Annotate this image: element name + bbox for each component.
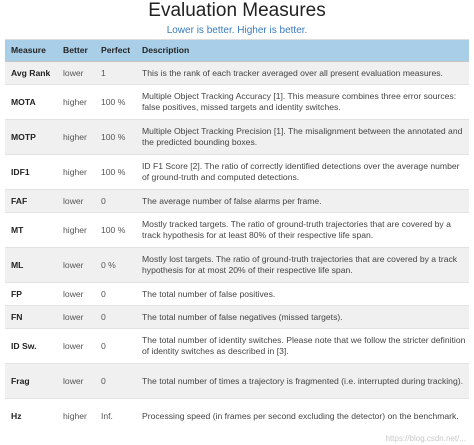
perfect-value: 100 % — [95, 155, 136, 190]
measure-description: Mostly tracked targets. The ratio of ground-truth trajectories that are covered by a track hypothesis for at least 80% of their respective life span. — [136, 213, 469, 248]
table-header-row — [5, 40, 469, 62]
perfect-value: 0 — [95, 190, 136, 213]
measure-description: This is the rank of each tracker averaged over all present evaluation measures. — [136, 62, 469, 85]
measure-name: ML — [5, 248, 57, 283]
perfect-value: 0 — [95, 364, 136, 399]
better-direction: lower — [57, 329, 95, 364]
column-header-perfect[interactable]: Perfect — [95, 40, 136, 62]
measure-name: IDF1 — [5, 155, 57, 190]
perfect-value: 0 — [95, 306, 136, 329]
better-direction: lower — [57, 306, 95, 329]
better-direction: lower — [57, 248, 95, 283]
table-row — [5, 306, 469, 329]
table-row — [5, 213, 469, 248]
table-row — [5, 399, 469, 434]
measure-name: MOTP — [5, 120, 57, 155]
perfect-value: Inf. — [95, 399, 136, 434]
perfect-value: 100 % — [95, 213, 136, 248]
measure-description: The total number of false positives. — [136, 283, 469, 306]
column-header-better[interactable]: Better — [57, 40, 95, 62]
table-row — [5, 62, 469, 85]
table-row — [5, 364, 469, 399]
better-direction: higher — [57, 120, 95, 155]
measure-name: Hz — [5, 399, 57, 434]
perfect-value: 1 — [95, 62, 136, 85]
measure-name: FN — [5, 306, 57, 329]
column-header-measure[interactable]: Measure — [5, 40, 57, 62]
page-title: Evaluation Measures — [148, 0, 326, 21]
measure-description: Processing speed (in frames per second excluding the detector) on the benchmark. — [136, 399, 469, 434]
measure-name: MOTA — [5, 85, 57, 120]
measure-name: FP — [5, 283, 57, 306]
perfect-value: 0 — [95, 329, 136, 364]
table-row — [5, 190, 469, 213]
better-direction: higher — [57, 85, 95, 120]
column-header-description[interactable]: Description — [136, 40, 469, 62]
measure-description: The total number of identity switches. Please note that we follow the stricter definition of identity switches as described in [3]. — [136, 329, 469, 364]
better-direction: higher — [57, 399, 95, 434]
table-row — [5, 155, 469, 190]
measure-description: Multiple Object Tracking Accuracy [1]. This measure combines three error sources: false positives, missed targets and identity switches. — [136, 85, 469, 120]
better-direction: lower — [57, 283, 95, 306]
better-direction: higher — [57, 155, 95, 190]
measure-description: ID F1 Score [2]. The ratio of correctly identified detections over the average number of ground-truth and computed detections. — [136, 155, 469, 190]
better-direction: lower — [57, 364, 95, 399]
watermark: https://blog.csdn.net/... — [385, 434, 466, 443]
table-row — [5, 248, 469, 283]
measure-name: Frag — [5, 364, 57, 399]
page-subtitle: Lower is better. Higher is better. — [166, 25, 308, 36]
perfect-value: 100 % — [95, 120, 136, 155]
measure-name: MT — [5, 213, 57, 248]
measure-name: FAF — [5, 190, 57, 213]
table-row — [5, 283, 469, 306]
measure-name: Avg Rank — [5, 62, 57, 85]
evaluation-measures-table — [5, 39, 469, 433]
measure-description: The total number of times a trajectory is fragmented (i.e. interrupted during tracking). — [136, 364, 469, 399]
measure-description: The total number of false negatives (missed targets). — [136, 306, 469, 329]
perfect-value: 0 % — [95, 248, 136, 283]
better-direction: lower — [57, 190, 95, 213]
table-row — [5, 120, 469, 155]
better-direction: lower — [57, 62, 95, 85]
measure-description: The average number of false alarms per frame. — [136, 190, 469, 213]
table-row — [5, 85, 469, 120]
measure-description: Mostly lost targets. The ratio of ground-truth trajectories that are covered by a track hypothesis for at most 20% of their respective life span. — [136, 248, 469, 283]
perfect-value: 100 % — [95, 85, 136, 120]
measure-name: ID Sw. — [5, 329, 57, 364]
perfect-value: 0 — [95, 283, 136, 306]
better-direction: higher — [57, 213, 95, 248]
measure-description: Multiple Object Tracking Precision [1]. The misalignment between the annotated and the predicted bounding boxes. — [136, 120, 469, 155]
table-row — [5, 329, 469, 364]
